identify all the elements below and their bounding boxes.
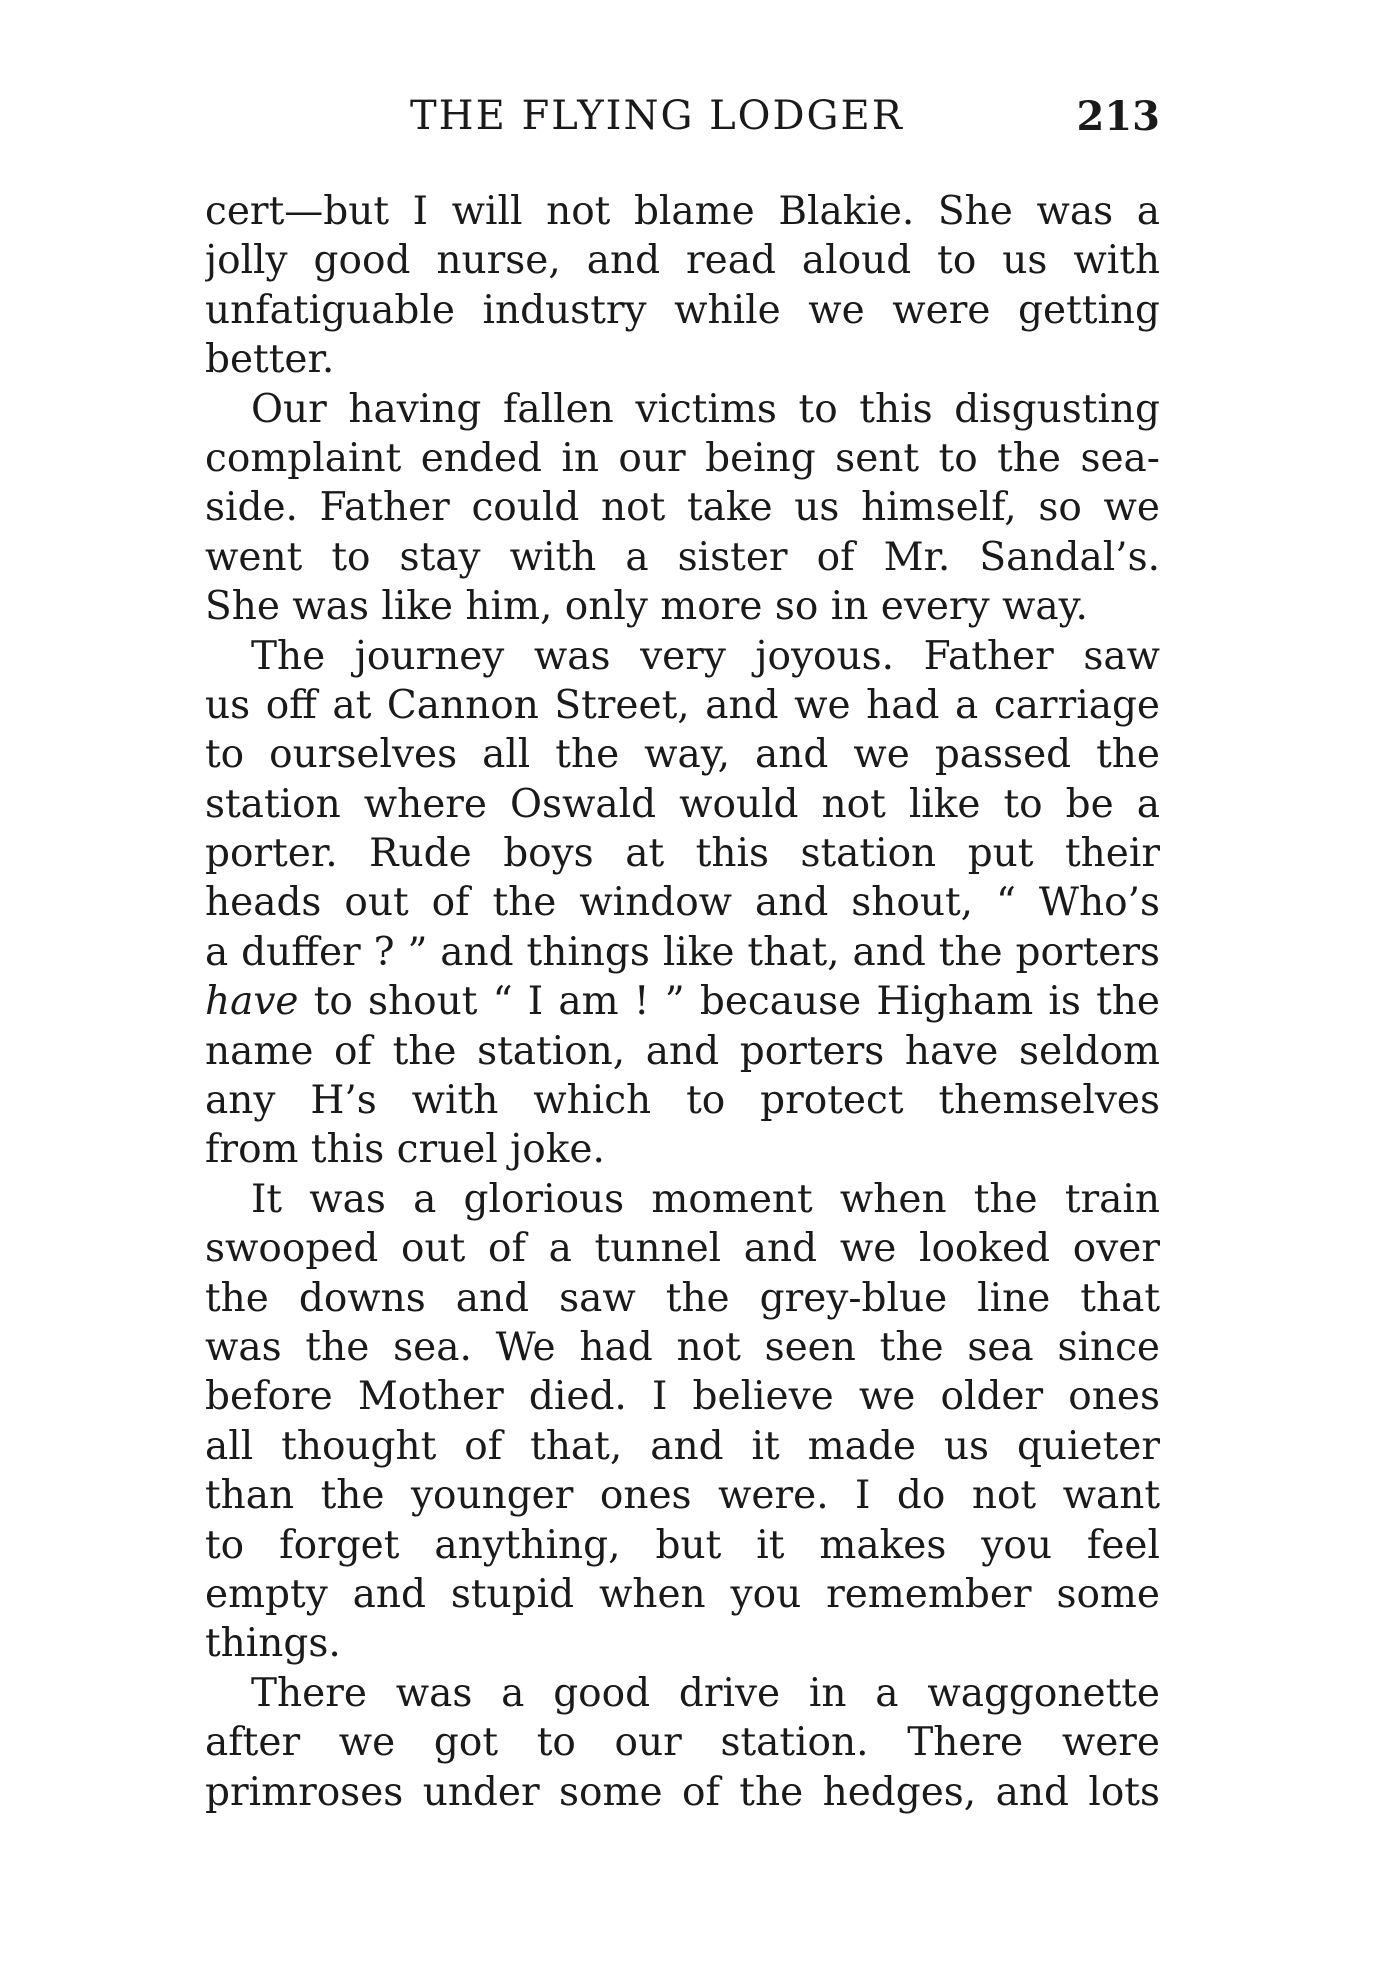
line-text: went to stay with a sister of Mr. Sandal’s. (205, 534, 1160, 580)
line-text: complaint ended in our being sent to the sea- (205, 435, 1160, 481)
line-text: before Mother died. I believe we older ones (205, 1374, 1160, 1420)
text-line (205, 928, 1160, 977)
text-line (205, 681, 1160, 730)
line-text: station where Oswald would not like to be a (205, 781, 1160, 827)
text-line (205, 1027, 1160, 1076)
line-text: primroses under some of the hedges, and lots (205, 1769, 1160, 1815)
line-text: was the sea. We had not seen the sea since (205, 1324, 1160, 1370)
line-text: to shout “ I am ! ” because Higham is the (298, 979, 1160, 1025)
text-line (205, 1570, 1160, 1619)
text-line (205, 286, 1160, 335)
text-line (205, 187, 1160, 236)
text-line (205, 878, 1160, 927)
page-number: 213 (1076, 93, 1160, 140)
line-text: porter. Rude boys at this station put their (205, 831, 1160, 877)
text-line (205, 1323, 1160, 1372)
line-text: a duffer ? ” and things like that, and the porters (205, 929, 1160, 975)
text-line (205, 236, 1160, 285)
line-text: It was a glorious moment when the train (251, 1176, 1160, 1222)
line-text: from this cruel joke. (205, 1127, 605, 1173)
line-text: all thought of that, and it made us quieter (205, 1423, 1160, 1469)
text-line (205, 730, 1160, 779)
text-line (205, 434, 1160, 483)
text-line (205, 829, 1160, 878)
italic-word: have (205, 979, 299, 1025)
line-text: any H’s with which to protect themselves (205, 1078, 1160, 1124)
text-line (205, 1125, 1160, 1174)
text-line (205, 1224, 1160, 1273)
text-line (205, 1175, 1160, 1224)
text-line (205, 385, 1160, 434)
line-text: She was like him, only more so in every way. (205, 584, 1088, 630)
text-line (205, 1471, 1160, 1520)
line-text: Our having fallen victims to this disgusting (251, 386, 1160, 432)
text-line (205, 335, 1160, 384)
line-text: side. Father could not take us himself, so we (205, 485, 1160, 531)
text-line (205, 632, 1160, 681)
line-text: The journey was very joyous. Father saw (251, 633, 1160, 679)
text-line (205, 1422, 1160, 1471)
text-line (205, 1521, 1160, 1570)
line-text: heads out of the window and shout, “ Who’s (205, 880, 1160, 926)
text-line (205, 483, 1160, 532)
body-text (205, 187, 1160, 1817)
line-text: cert—but I will not blame Blakie. She was a (205, 189, 1160, 234)
line-text: unfatiguable industry while we were getting (205, 287, 1160, 333)
line-text: to ourselves all the way, and we passed the (205, 732, 1160, 778)
text-line (205, 1669, 1160, 1718)
text-line (205, 1619, 1160, 1668)
text-line (205, 582, 1160, 631)
text-line (205, 780, 1160, 829)
line-text: better. (205, 337, 335, 383)
line-text: than the younger ones were. I do not want (205, 1473, 1160, 1519)
line-text: jolly good nurse, and read aloud to us with (205, 238, 1160, 284)
line-text: things. (205, 1621, 341, 1667)
line-text: name of the station, and porters have seldom (205, 1028, 1160, 1074)
page-header (205, 93, 1160, 149)
line-text: to forget anything, but it makes you feel (205, 1522, 1160, 1568)
running-head: THE FLYING LODGER (410, 93, 904, 139)
line-text: us off at Cannon Street, and we had a carriage (205, 682, 1160, 728)
text-line (205, 533, 1160, 582)
text-line (205, 1718, 1160, 1767)
text-line (205, 1768, 1160, 1817)
text-line (205, 1274, 1160, 1323)
line-text: There was a good drive in a waggonette (251, 1670, 1160, 1716)
line-text: swooped out of a tunnel and we looked over (205, 1226, 1160, 1272)
text-line (205, 1372, 1160, 1421)
text-line (205, 977, 1160, 1026)
line-text: after we got to our station. There were (205, 1720, 1160, 1766)
line-text: the downs and saw the grey-blue line that (205, 1275, 1160, 1321)
text-line (205, 1076, 1160, 1125)
line-text: empty and stupid when you remember some (205, 1571, 1160, 1617)
